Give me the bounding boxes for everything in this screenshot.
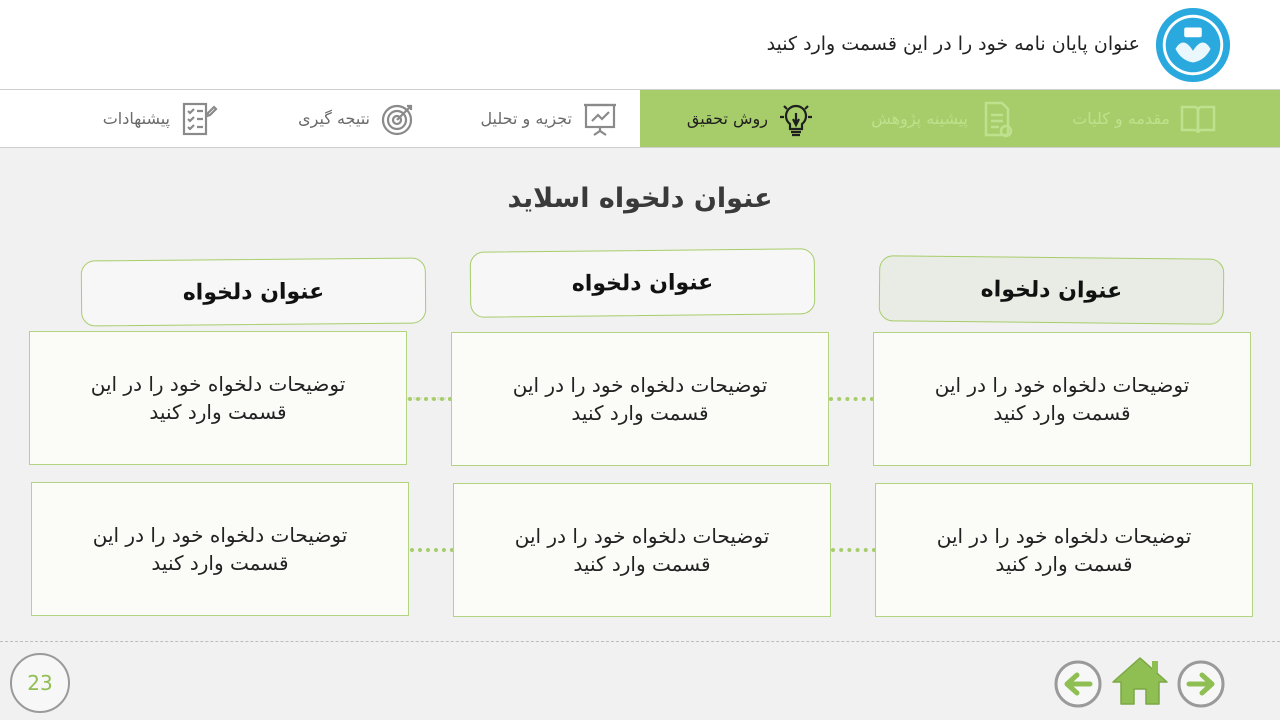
description-box: توضیحات دلخواه خود را در این قسمت وارد کنید <box>873 332 1251 466</box>
document-icon <box>976 99 1016 139</box>
header <box>0 0 1280 90</box>
thesis-title: عنوان پایان نامه خود را در این قسمت وارد کنید <box>766 33 1140 55</box>
connector-line <box>831 548 876 552</box>
home-icon[interactable] <box>1110 655 1170 707</box>
description-box: توضیحات دلخواه خود را در این قسمت وارد کنید <box>29 331 407 465</box>
nav-item-methodology[interactable] <box>687 90 816 147</box>
nav-item-analysis[interactable] <box>480 90 620 147</box>
connector-line <box>410 548 454 552</box>
footer-divider <box>0 641 1280 642</box>
description-box: توضیحات دلخواه خود را در این قسمت وارد کنید <box>875 483 1253 617</box>
lightbulb-icon <box>776 99 816 139</box>
section-nav <box>0 89 1280 148</box>
connector-line <box>829 397 874 401</box>
presentation-chart-icon <box>580 99 620 139</box>
arrow-right-icon[interactable] <box>1176 659 1226 709</box>
nav-label: تجزیه و تحلیل <box>480 109 572 128</box>
book-icon <box>1178 99 1218 139</box>
nav-label: نتیجه گیری <box>298 109 370 128</box>
nav-item-literature[interactable] <box>871 90 1016 147</box>
checklist-icon <box>178 99 218 139</box>
university-logo <box>1154 6 1232 84</box>
slide-title: عنوان دلخواه اسلاید <box>507 183 773 214</box>
target-icon <box>378 99 418 139</box>
nav-label: پیشینه پژوهش <box>871 109 968 128</box>
description-box: توضیحات دلخواه خود را در این قسمت وارد کنید <box>31 482 409 616</box>
nav-item-conclusion[interactable] <box>298 90 418 147</box>
nav-label: مقدمه و کلیات <box>1072 109 1170 128</box>
column-heading: عنوان دلخواه <box>879 255 1225 325</box>
description-box: توضیحات دلخواه خود را در این قسمت وارد کنید <box>451 332 829 466</box>
connector-line <box>408 397 452 401</box>
nav-label: پیشنهادات <box>102 109 170 128</box>
arrow-left-icon[interactable] <box>1053 659 1103 709</box>
nav-item-introduction[interactable] <box>1072 90 1218 147</box>
nav-item-suggestions[interactable] <box>103 90 218 147</box>
column-heading: عنوان دلخواه <box>470 248 816 318</box>
description-box: توضیحات دلخواه خود را در این قسمت وارد کنید <box>453 483 831 617</box>
column-heading: عنوان دلخواه <box>81 257 427 326</box>
page-number: 23 <box>10 653 70 713</box>
nav-label: روش تحقیق <box>686 109 768 128</box>
